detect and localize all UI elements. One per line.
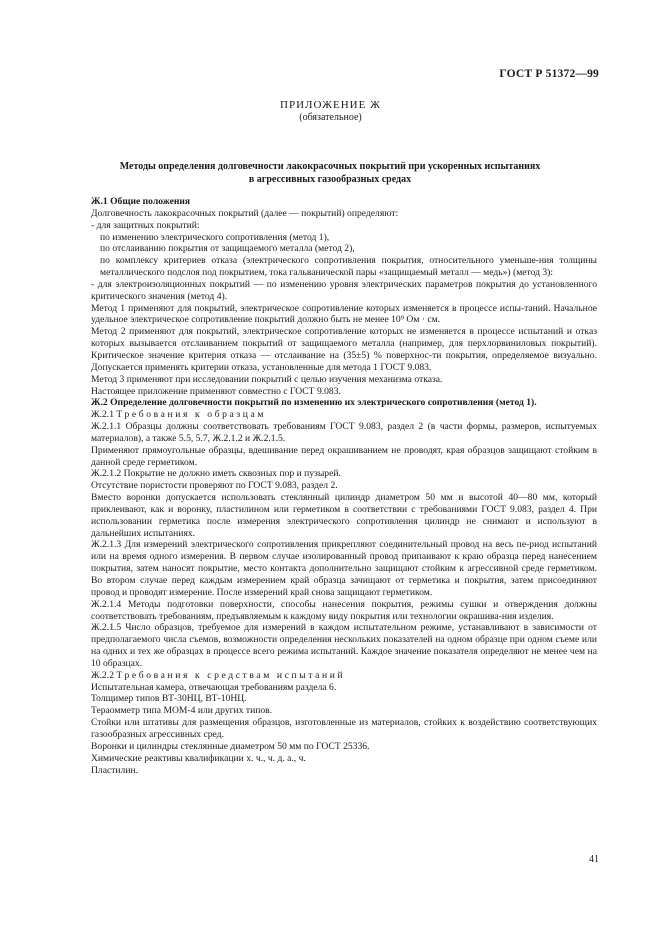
- paragraph: Ж.2.1.3 Для измерений электрического сопротивления прикрепляют соединительный провод на весь пе-риод испытаний или на время одного измерения. В первом случае изолированный провод припаивают к краю образца перед нанесением покрытия, затем наносят покрытие, место контакта дополнительно защищают стойким к агрессивной среде герметиком. Во втором случае перед каждым измерением край образца зачищают от герметика и покрытия, затем присоединяют провод и проводят измерение. После измерений край снова защищают герметиком.: [91, 539, 597, 598]
- subsection-number: Ж.2.2: [91, 669, 114, 681]
- appendix-subtitle: (обязательное): [299, 112, 362, 123]
- paragraph: Ж.2.1.4 Методы подготовки поверхности, способы нанесения покрытия, режимы сушки и отверждения должны соответствовать требованиям, предъявляемым к каждому виду покрытия или технологии окрашива-ния изделия.: [91, 598, 597, 622]
- paragraph: Стойки или штативы для размещения образцов, изготовленные из материалов, стойких к воздействию соответствующих газообразных агрессивных сред.: [91, 717, 597, 740]
- subsection-title: Требования к средствам испытаний: [116, 669, 346, 681]
- paragraph: Долговечность лакокрасочных покрытий (далее — покрытий) определяют:: [91, 207, 399, 219]
- list-item: - для электроизоляционных покрытий — по изменению уровня электрических параметров покрытия до установленного критического значения (метод 4).: [91, 278, 597, 302]
- paragraph: Метод 2 применяют для покрытий, электрическое сопротивление которых не изменяется в процессе испытаний и отказ которых вызывается отслаиванием покрытий от защищаемого металла (например, для перхлорвиниловых покрытий). Критическое значение критерия отказа — отслаивание на (35±5) % поверхнос-ти покрытия, определяемое визуально. Допускается применять критерии отказа, установленные для метода 1 ГОСТ 9.083.: [91, 326, 597, 373]
- paragraph: Воронки и цилиндры стеклянные диаметром 50 мм по ГОСТ 25336.: [91, 740, 370, 752]
- standard-code: ГОСТ Р 51372—99: [499, 68, 599, 80]
- paragraph: Вместо воронки допускается использовать стеклянный цилиндр диаметром 50 мм и высотой 40—80 мм, который приклеивают, как и воронку, пластилином или герметиком в соответствии с требованиями ГОСТ 9.083, раздел 4. При использовании герметика после измерения электрического сопротивления цилиндр не снимают и используют в дальнейших испытаниях.: [91, 492, 597, 539]
- document-title-line1: Методы определения долговечности лакокрасочных покрытий при ускоренных испытаниях: [119, 161, 541, 172]
- subsection-title: Требования к образцам: [116, 409, 267, 421]
- paragraph: Применяют прямоугольные образцы, вдешивание перед окрашиванием не проводят, края образцов защищают стойким в данной среде герметиком.: [91, 444, 597, 468]
- paragraph: Отсутствие пористости проверяют по ГОСТ 9.083, раздел 2.: [91, 480, 338, 492]
- list-item: по отслаиванию покрытия от защищаемого металла (метод 2),: [100, 243, 355, 255]
- document-title-line2: в агрессивных газообразных средах: [248, 174, 412, 185]
- paragraph: Метод 1 применяют для покрытий, электрическое сопротивление которых изменяется в процессе испы-таний. Начальное удельное электрическое сопротивление покрытий должно быть не менее 10⁹ Ом · см.: [91, 302, 597, 326]
- paragraph: Ж.2.1.5 Число образцов, требуемое для измерений в каждом испытательном режиме, устанавливают в зависимости от предполагаемого числа съемов, возможности определения нескольких показателей на одном образце при одном съеме или на одних и тех же образцах в процессе всего режима испытаний. Каждое значение показателя определяют не менее чем на 10 образцах.: [91, 622, 597, 669]
- paragraph: Метод 3 применяют при исследовании покрытий с целью изучения механизма отказа.: [91, 373, 443, 385]
- list-item: - для защитных покрытий:: [91, 219, 200, 231]
- section-heading-2: Ж.2 Определение долговечности покрытий по изменению их электрического сопротивления (метод 1).: [91, 397, 537, 409]
- document-title: [80, 160, 580, 186]
- section-heading-1: Ж.1 Общие положения: [91, 196, 191, 207]
- paragraph: Химические реактивы квалификации х. ч., ч. д. а., ч.: [91, 752, 306, 764]
- body-text: [91, 196, 597, 776]
- appendix-title: ПРИЛОЖЕНИЕ Ж: [280, 99, 381, 111]
- paragraph: Тераомметр типа МОМ-4 или других типов.: [91, 705, 273, 717]
- paragraph: Настоящее приложение применяют совместно с ГОСТ 9.083.: [91, 385, 341, 397]
- subsection-heading-2-1: [91, 409, 597, 421]
- paragraph: Пластилин.: [91, 764, 139, 776]
- subsection-heading-2-2: [91, 670, 597, 682]
- list-item: по изменению электрического сопротивления (метод 1),: [100, 231, 330, 243]
- list-item: по комплексу критериев отказа (электрического сопротивления покрытия, относительного уменьше-ния толщины металлического подслоя под покрытием, тока гальванической пары «защищаемый металл — медь») (метод 3):: [100, 255, 597, 279]
- paragraph: Испытательная камера, отвечающая требованиям раздела 6.: [91, 681, 337, 693]
- page-number: 41: [589, 854, 599, 865]
- subsection-number: Ж.2.1: [91, 409, 114, 421]
- paragraph: Ж.2.1.1 Образцы должны соответствовать требованиям ГОСТ 9.083, раздел 2 (в части формы, размеров, испытуемых материалов), а также 5.5, 5.7, Ж.2.1.2 и Ж.2.1.5.: [91, 421, 597, 444]
- paragraph: Толщимер типов ВТ-30НЦ, ВТ-10НЦ.: [91, 693, 247, 705]
- paragraph: Ж.2.1.2 Покрытие не должно иметь сквозных пор и пузырей.: [91, 468, 341, 480]
